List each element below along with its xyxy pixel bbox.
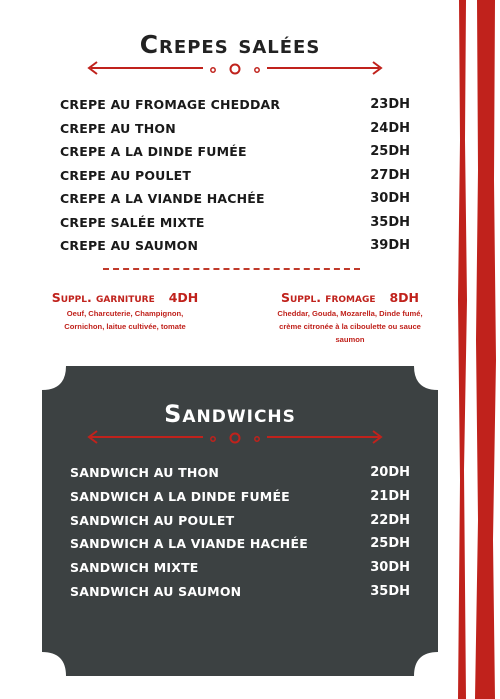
- item-price: 23DH: [370, 97, 410, 112]
- supplement-desc-line: crème citronée à la ciboulette ou sauce: [279, 322, 421, 331]
- list-item: [70, 465, 410, 489]
- item-name: SANDWICH AU POULET: [70, 512, 235, 528]
- sandwichs-section-title: Sandwichs: [164, 400, 296, 428]
- supplement-garniture: [30, 290, 220, 333]
- item-price: 25DH: [370, 144, 410, 159]
- supplement-heading: [30, 290, 220, 305]
- item-name: CREPE A LA DINDE FUMÉE: [60, 144, 247, 159]
- item-price: 27DH: [370, 167, 410, 183]
- item-price: 30DH: [370, 191, 410, 206]
- list-item: [60, 144, 410, 168]
- item-price: 35DH: [370, 583, 410, 599]
- item-name: CREPE AU FROMAGE CHEDDAR: [60, 97, 281, 112]
- supplement-label: Suppl. garniture: [51, 290, 155, 305]
- item-price: 24DH: [370, 120, 410, 136]
- supplement-desc-line: saumon: [335, 335, 365, 344]
- item-name: SANDWICH AU SAUMON: [70, 583, 242, 599]
- supplement-heading: [255, 290, 445, 305]
- sandwichs-menu-list: [70, 465, 410, 608]
- ornament-divider: [85, 59, 385, 77]
- item-name: CREPE AU SAUMON: [60, 238, 199, 253]
- list-item: [70, 560, 410, 584]
- supplement-label: Suppl. fromage: [280, 290, 376, 305]
- item-name: CREPE AU POULET: [60, 167, 192, 183]
- item-name: SANDWICH A LA DINDE FUMÉE: [70, 488, 290, 504]
- supplement-desc-line: Cornichon, laitue cultivée, tomate: [64, 322, 186, 331]
- item-price: 39DH: [370, 238, 410, 253]
- item-price: 35DH: [370, 214, 410, 230]
- supplement-price: 4DH: [168, 290, 199, 305]
- item-price: 20DH: [370, 465, 410, 480]
- item-name: CREPE AU THON: [60, 120, 176, 136]
- item-name: SANDWICH AU THON: [70, 465, 220, 480]
- list-item: [60, 97, 410, 121]
- item-name: SANDWICH A LA VIANDE HACHÉE: [70, 536, 308, 552]
- item-price: 25DH: [370, 536, 410, 552]
- supplement-desc-line: Cheddar, Gouda, Mozarella, Dinde fumé,: [277, 309, 423, 318]
- crepes-section-title: Crepes salées: [139, 30, 321, 59]
- list-item: [60, 191, 410, 215]
- item-price: 21DH: [370, 488, 410, 504]
- item-name: SANDWICH MIXTE: [70, 560, 199, 576]
- supplement-description: [30, 307, 220, 333]
- decorative-stripes: [455, 0, 500, 699]
- item-price: 22DH: [370, 512, 410, 528]
- crepes-menu-list: [60, 97, 410, 262]
- supplement-desc-line: Oeuf, Charcuterie, Champignon,: [66, 309, 184, 318]
- supplement-description: [255, 307, 445, 346]
- list-item: [70, 513, 410, 537]
- item-price: 30DH: [370, 560, 410, 576]
- supplement-price: 8DH: [389, 290, 420, 305]
- item-name: CREPE A LA VIANDE HACHÉE: [60, 191, 265, 206]
- list-item: [60, 238, 410, 262]
- list-item: [60, 121, 410, 145]
- list-item: [60, 215, 410, 239]
- list-item: [70, 536, 410, 560]
- supplement-fromage: [255, 290, 445, 346]
- ornament-divider: [85, 428, 385, 446]
- list-item: [70, 584, 410, 608]
- list-item: [70, 489, 410, 513]
- dashed-separator: [103, 268, 360, 270]
- item-name: CREPE SALÉE MIXTE: [60, 214, 205, 230]
- list-item: [60, 168, 410, 192]
